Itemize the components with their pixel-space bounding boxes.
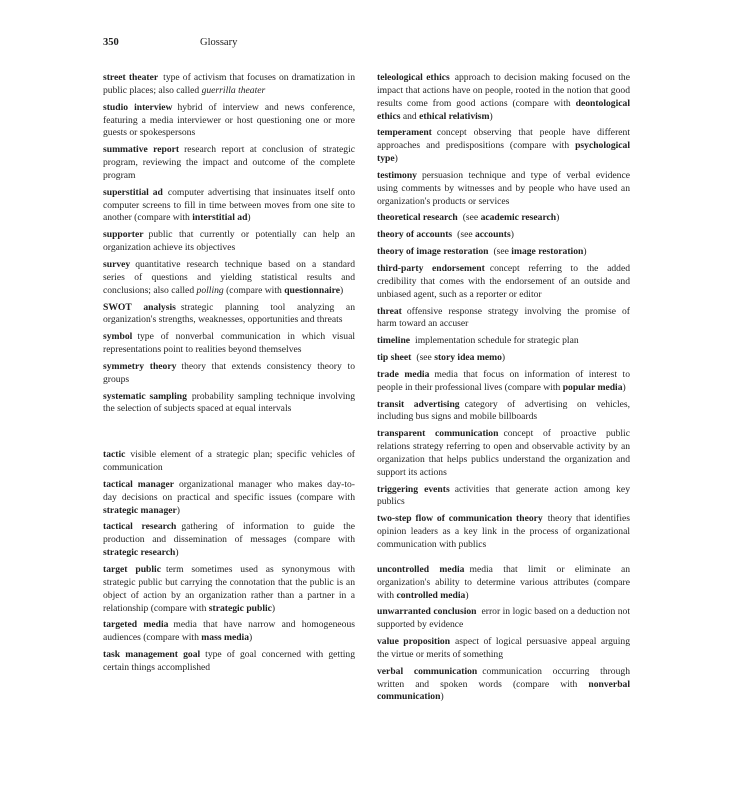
glossary-term: timeline bbox=[377, 335, 411, 347]
glossary-term: theory of image restoration bbox=[377, 246, 489, 258]
glossary-definition: theory that identifies opinion leaders as a key link in the process of organizational communication with publics bbox=[377, 513, 630, 550]
glossary-term: task management goal bbox=[103, 649, 201, 661]
glossary-entry bbox=[103, 619, 355, 645]
glossary-term: target public bbox=[103, 564, 161, 575]
page-header bbox=[103, 36, 633, 50]
glossary-term: supporter bbox=[103, 229, 144, 241]
glossary-entry bbox=[377, 263, 630, 302]
glossary-term: verbal communication bbox=[377, 665, 478, 677]
glossary-entry bbox=[377, 484, 630, 510]
glossary-term: symbol bbox=[103, 331, 133, 343]
glossary-entry bbox=[377, 72, 630, 123]
glossary-term: street theater bbox=[103, 72, 159, 83]
glossary-entry bbox=[103, 479, 355, 518]
glossary-term: threat bbox=[377, 305, 402, 317]
glossary-definition: implementation schedule for strategic plan bbox=[415, 335, 579, 347]
glossary-term: theoretical research bbox=[377, 212, 458, 224]
glossary-entry bbox=[103, 72, 355, 98]
glossary-entry bbox=[103, 361, 355, 387]
glossary-entry bbox=[377, 636, 630, 662]
glossary-definition: type of nonverbal communication in which visual representations point to realities beyond themselves bbox=[103, 331, 355, 356]
glossary-definition: media that limit or eliminate an organization's ability to determine various attributes (compare with controlled media) bbox=[377, 563, 631, 601]
glossary-definition: concept observing that people have different approaches and predispositions (compare with psychological type) bbox=[377, 127, 630, 165]
glossary-term: targeted media bbox=[103, 619, 169, 631]
glossary-definition: media that have narrow and homogeneous audiences (compare with mass media) bbox=[103, 619, 355, 644]
glossary-entry bbox=[377, 428, 630, 479]
glossary-definition: probability sampling technique involving the selection of subjects spaced at equal intervals bbox=[103, 390, 355, 415]
glossary-entry bbox=[377, 399, 630, 425]
glossary-entry bbox=[377, 335, 630, 348]
glossary-term: tactic bbox=[103, 449, 126, 461]
glossary-entry bbox=[377, 564, 630, 603]
glossary-definition: offensive response strategy involving the promise of harm toward an accuser bbox=[377, 305, 630, 330]
glossary-term: teleological ethics bbox=[377, 72, 450, 83]
glossary-term: summative report bbox=[103, 144, 180, 156]
glossary-definition: aspect of logical persuasive appeal arguing the virtue or merits of something bbox=[377, 636, 630, 660]
glossary-entry bbox=[103, 521, 355, 560]
glossary-definition: hybrid of interview and news conference, featuring a media interviewer or host questioning one or more guests or spokespersons bbox=[103, 101, 355, 139]
glossary-entry bbox=[377, 666, 630, 705]
glossary-definition: visible element of a strategic plan; specific vehicles of communication bbox=[103, 449, 355, 474]
letter-section-gap bbox=[377, 556, 630, 564]
glossary-definition: computer advertising that insinuates itself onto computer screens to fill in time between moves from one site to another (compare with interstitial ad) bbox=[103, 186, 355, 224]
glossary-entry bbox=[377, 127, 630, 166]
glossary-term: trade media bbox=[377, 368, 430, 380]
glossary-term: tip sheet bbox=[377, 352, 412, 364]
glossary-definition: concept of proactive public relations strategy referring to open and observable activity by an organization that helps publics understand the organization and support its actions bbox=[377, 428, 630, 478]
running-title: Glossary bbox=[200, 37, 238, 48]
glossary-entry bbox=[103, 102, 355, 141]
glossary-term: tactical research bbox=[103, 521, 177, 533]
glossary-entry bbox=[103, 449, 355, 475]
glossary-column-left bbox=[103, 72, 355, 679]
glossary-term: symmetry theory bbox=[103, 360, 177, 372]
glossary-entry bbox=[377, 246, 630, 259]
glossary-entry bbox=[377, 229, 630, 242]
glossary-term: studio interview bbox=[103, 101, 173, 113]
glossary-definition: term sometimes used as synonymous with strategic public but carrying the connotation that the public is an object of action by an organization rather than a partner in a relationship (compare with strategic public) bbox=[103, 564, 355, 614]
glossary-definition: category of advertising on vehicles, including bus signs and mobile billboards bbox=[377, 398, 630, 423]
glossary-definition: research report at conclusion of strategic program, reviewing the impact and outcome of the complete program bbox=[103, 144, 355, 181]
glossary-entry bbox=[103, 229, 355, 255]
glossary-entry bbox=[377, 513, 630, 552]
glossary-definition: type of activism that focuses on dramatization in public places; also called guerrilla theater bbox=[103, 72, 356, 96]
glossary-term: uncontrolled media bbox=[377, 563, 465, 575]
glossary-term: triggering events bbox=[377, 483, 450, 495]
glossary-entry bbox=[103, 144, 355, 183]
glossary-term: temperament bbox=[377, 127, 432, 139]
glossary-term: tactical manager bbox=[103, 478, 174, 490]
glossary-definition: (see accounts) bbox=[457, 229, 514, 241]
glossary-term: testimony bbox=[377, 169, 417, 181]
glossary-entry bbox=[103, 564, 355, 615]
glossary-entry bbox=[103, 187, 355, 226]
glossary-entry bbox=[103, 259, 355, 298]
glossary-entry bbox=[377, 606, 630, 632]
page-number: 350 bbox=[103, 37, 119, 48]
glossary-term: survey bbox=[103, 258, 131, 270]
glossary-entry bbox=[377, 369, 630, 395]
glossary-definition: activities that generate action among key publics bbox=[377, 483, 630, 508]
glossary-term: superstitial ad bbox=[103, 186, 163, 198]
glossary-definition: type of goal concerned with getting certain things accomplished bbox=[103, 649, 355, 673]
glossary-term: theory of accounts bbox=[377, 229, 453, 241]
glossary-term: two-step flow of communication theory bbox=[377, 513, 543, 525]
glossary-column-right bbox=[377, 72, 630, 708]
glossary-definition: media that focus on information of interest to people in their professional lives (compare with popular media) bbox=[377, 368, 630, 393]
glossary-entry bbox=[103, 302, 355, 328]
glossary-definition: (see academic research) bbox=[462, 212, 560, 224]
glossary-term: unwarranted conclusion bbox=[377, 606, 477, 618]
glossary-term: transit advertising bbox=[377, 398, 460, 410]
glossary-entry bbox=[103, 391, 355, 417]
glossary-term: value proposition bbox=[377, 636, 451, 648]
glossary-term: systematic sampling bbox=[103, 390, 187, 402]
glossary-definition: persuasion technique and type of verbal evidence using comments by witnesses and by people who have used an organization's products or services bbox=[377, 169, 630, 207]
glossary-definition: approach to decision making focused on the impact that actions have on people, rooted in the notion that good results come from good actions (compare with deontological ethics and ethical relativism) bbox=[377, 72, 630, 122]
glossary-entry bbox=[377, 212, 630, 225]
glossary-entry bbox=[103, 331, 355, 357]
glossary-definition: communication occurring through written and spoken words (compare with nonverbal communication) bbox=[377, 665, 630, 703]
glossary-entry bbox=[377, 170, 630, 209]
glossary-definition: organizational manager who makes day-to-day decisions on practical and specific issues (compare with strategic manager) bbox=[103, 478, 355, 516]
glossary-definition: (see story idea memo) bbox=[416, 352, 506, 364]
glossary-definition: concept referring to the added credibility that comes with the endorsement of an outside and unbiased agent, such as a reporter or editor bbox=[377, 262, 630, 300]
glossary-definition: (see image restoration) bbox=[493, 246, 587, 258]
glossary-term: third-party endorsement bbox=[377, 262, 485, 274]
glossary-term: SWOT analysis bbox=[103, 301, 176, 313]
glossary-entry bbox=[103, 649, 355, 675]
glossary-entry bbox=[377, 306, 630, 332]
glossary-definition: quantitative research technique based on a standard series of questions and yielding statistical results and conclusions; also called polling (compare with questionnaire) bbox=[103, 258, 355, 296]
letter-section-gap bbox=[103, 420, 355, 449]
glossary-definition: public that currently or potentially can help an organization achieve its objectives bbox=[103, 229, 355, 254]
glossary-entry bbox=[377, 352, 630, 365]
glossary-definition: theory that extends consistency theory to groups bbox=[103, 360, 355, 385]
glossary-definition: strategic planning tool analyzing an organization's strengths, weaknesses, opportunities and threats bbox=[103, 301, 355, 326]
glossary-definition: error in logic based on a deduction not supported by evidence bbox=[377, 606, 630, 631]
glossary-term: transparent communication bbox=[377, 428, 499, 440]
glossary-definition: gathering of information to guide the production and dissemination of messages (compare with strategic research) bbox=[103, 521, 355, 559]
